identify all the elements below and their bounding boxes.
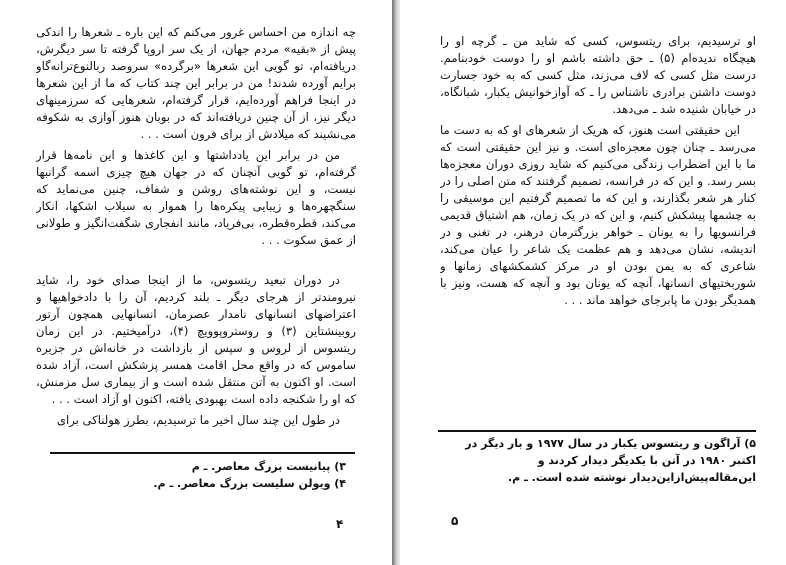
left-paragraph-3: در دوران تبعید ریتسوس، ما از اینجا صدای خود را، شاید نیرومندتر از هرجای دیگر ـ بلند کردیم، آن را با دادخواهیها و اعتراضهای انسانهای نامدار عصرمان، انسانهایی همچون آرتور روبینشتاین (۳) و روستروپوویچ (۴)، درآمیختیم. در این زمان ریتسوس از لروس و سپس از بازداشت در خانه‌اش در جزیره ساموس که در واقع محل اقامت همسر پزشکش است، آزاد شده است. او اکنون به آتن منتقل شده است و از بیماری سل مزمنش، که او را شکنجه داده است بهبودی یافته، اکنون او آزاد است . . .: [36, 273, 356, 406]
right-page-body: [440, 33, 756, 333]
footnote-4: ۴) ویولن سلیست بزرگ معاصر. ـ م.: [153, 477, 346, 490]
right-paragraph-1: او ترسیدیم، برای ریتسوس، کسی که شاید من ـ گرچه او را هیچگاه ندیده‌ام (۵) ـ حق داشته باشم او را دوست خودبنامم. درست مثل کسی که لاف می‌زند، مثل کسی که به خود جسارت دوست داشتن برادری ناشناس را ـ که آوازخوانیش یکبار، شبانگاه، در خیابان شنیده شد ـ می‌دهد.: [440, 34, 756, 116]
right-paragraph-2: این حقیقتی است هنوز، که هریک از شعرهای او که به دست ما می‌رسد ـ چنان چون معجزه‌ای است. و نیز این حقیقتی است که ما با این اضطراب زندگی می‌کنیم که شاید روزی دوران معجزه‌ها بسر رسد. و این که در فرانسه، تصمیم گرفتند که متن اصلی را در کنار هر شعر بگذارند، و این که ما تصمیم گرفتیم این موسیقی را به چشمها پیشکش کنیم، و این که در یک زمان، هم اشتیاق قدیمی فرانسویها را به یونان ـ خواهر بزرگترمان درهنر، در تغنی و در اندیشه، نشان می‌دهد و هم عظمت یک شاعر را عیان می‌کند، شاعری که به یمن بودن او در مرکز کشمکشهای زمانها و شوربختیهای انسانها، آنچه که یونان بود و آنچه که هست، ونیز با همدیگر بودن ما پابرجای خواهد ماند . . .: [440, 123, 756, 307]
left-page-number: ۴: [336, 517, 344, 531]
left-footnotes: [150, 458, 346, 492]
left-footnote-rule: [50, 452, 355, 454]
footnote-3: ۳) پیانیست بزرگ معاصر. ـ م: [191, 460, 346, 473]
footnote-5: ۵) آراگون و ریتسوس یکبار در سال ۱۹۷۷ و بار دیگر در اکتبر ۱۹۸۰ در آتن با یکدیگر دیدار کردند و این‌مقاله‌پیش‌ازاین‌دیدار نوشته شده است. ـ م.: [465, 437, 756, 484]
right-footnote-rule: [438, 430, 756, 432]
right-page-number: ۵: [451, 514, 459, 528]
left-page-body-continued: [36, 272, 356, 440]
left-paragraph-1: چه اندازه من احساس غرور می‌کنم که این باره ـ شعرها را اندکی پیش از «بقیه» مردم جهان، از یک سر اروپا گرفته تا سر دیگرش، دریافته‌ام، تو گویی این شعرها «برگرده» سروصد ربالنوع‌ترانه‌گاو برایم آورده شدند! من در برابر این چند کتاب که ما از این شعرها در اینجا فراهم آورده‌ایم، قرار گرفته‌ام، شعرهایی که سرزمینهای دیگر نیز، از آن چنین دریافته‌اند که در بوبان هنوز آوازی به شکوفه می‌نشیند که میلادش از برای فرون است . . .: [36, 25, 356, 141]
left-page-body: [36, 24, 356, 256]
left-paragraph-2: من در برابر این یادداشتها و این کاغذها و این نامه‌ها قرار گرفته‌ام، تو گویی آنچنان که در جهان هیچ چیزی اسمه گرانبها نیست، و این نوشته‌های روشن و شفاف، چنین می‌نماید که سنگچهره‌ها و زیبایی پیکره‌ها را هموار به سیلاب اشکها، انکار می‌کند، قطره‌قطره، بی‌فریاد، مانند انفجاری شگفت‌انگیز و طولانی از عمق سکوت . . .: [36, 148, 356, 247]
book-gutter: [392, 0, 400, 565]
left-paragraph-4: در طول این چند سال اخیر ما ترسیدیم، بطرز هولناکی برای: [56, 413, 340, 427]
right-footnotes: [438, 435, 756, 486]
